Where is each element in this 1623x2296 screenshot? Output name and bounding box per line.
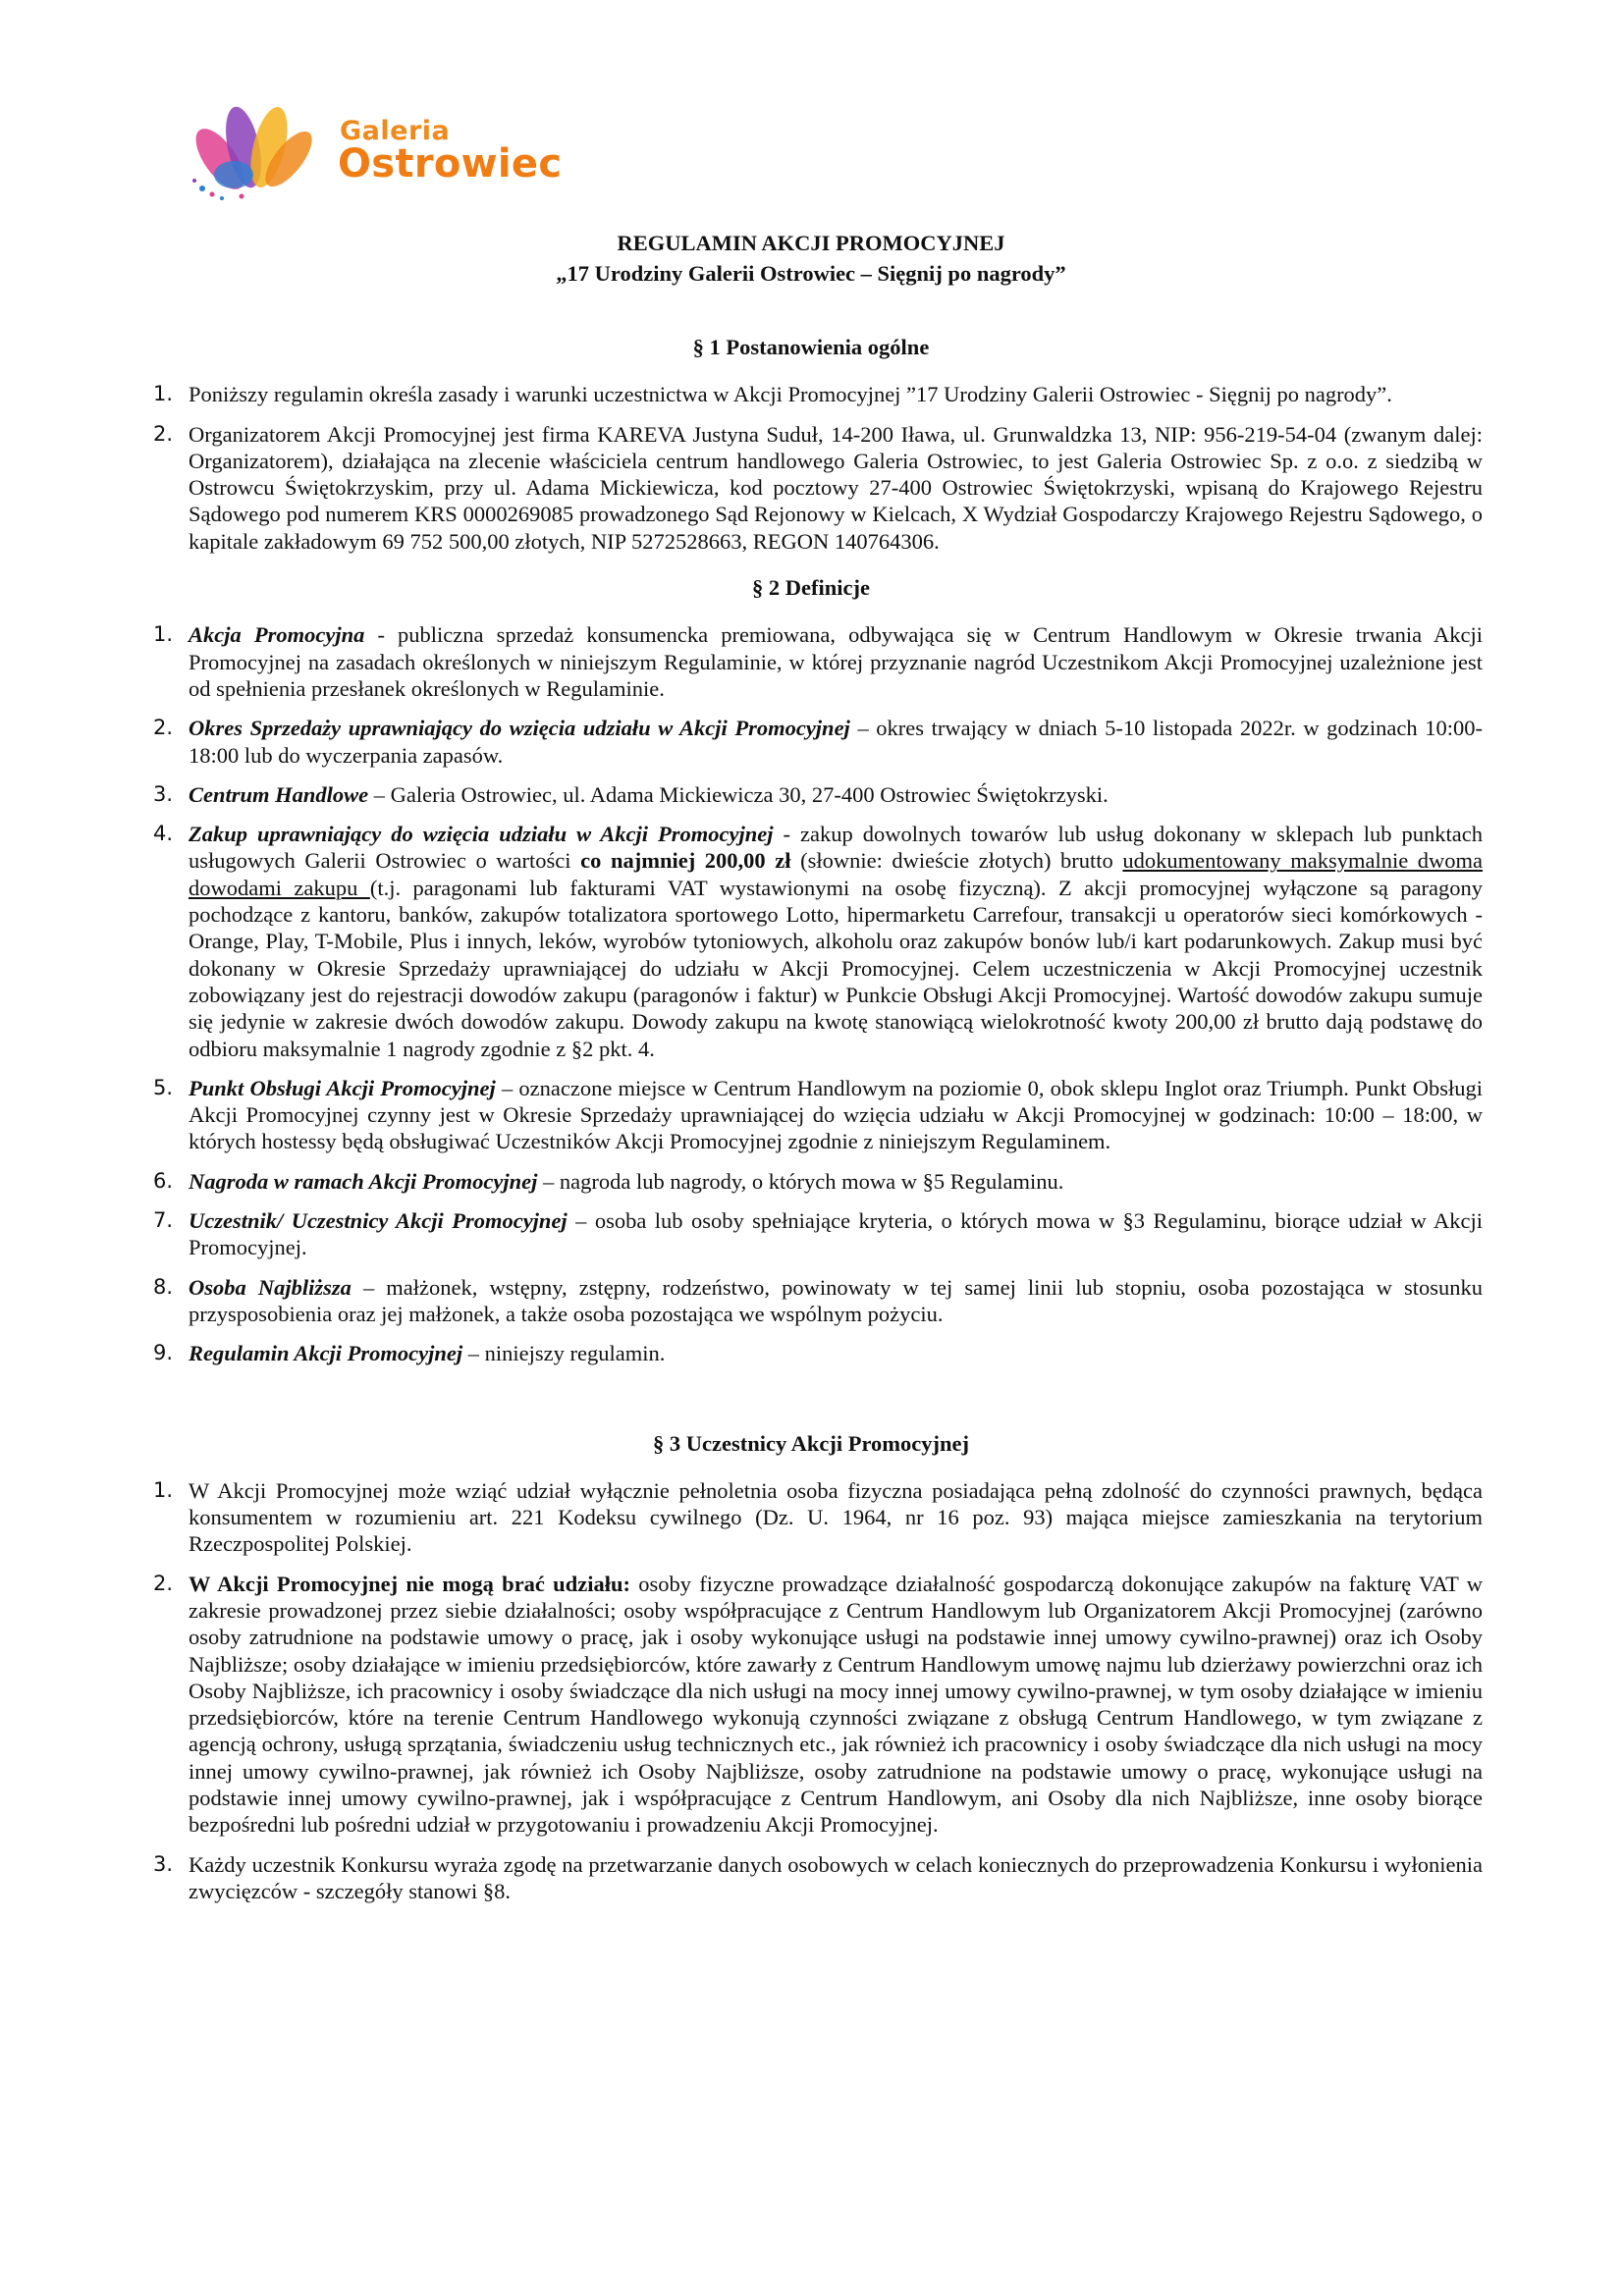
definition-term: Akcja Promocyjna — [189, 622, 365, 648]
definition-term: Zakup uprawniający do wzięcia udziału w Akcji Promocyjnej — [189, 822, 774, 847]
list-item-number: 3. — [153, 781, 174, 806]
list-item — [139, 1274, 1483, 1328]
list-item-number: 2. — [153, 421, 174, 446]
list-item-number: 2. — [153, 1571, 174, 1595]
list-item-number: 1. — [153, 382, 174, 406]
section-heading-3: § 3 Uczestnicy Akcji Promocyjnej — [653, 1430, 969, 1456]
definition-text: (słownie: dwieście złotych) brutto — [790, 848, 1123, 874]
document-subtitle: „17 Urodziny Galerii Ostrowiec – Sięgnij po nagrody” — [556, 261, 1066, 286]
galeria-ostrowiec-logo — [183, 98, 575, 206]
list-item — [139, 1168, 1483, 1195]
list-item-number: 8. — [153, 1274, 174, 1299]
list-item — [139, 1851, 1483, 1905]
definition-text: – Galeria Ostrowiec, ul. Adama Mickiewicza 30, 27-400 Ostrowiec Świętokrzyski. — [368, 781, 1109, 807]
definition-text: - zakup dowolnych towarów lub usług dokonany w sklepach lub punktach usługowych Galerii Ostrowiec o wartości — [189, 822, 1483, 874]
list-item — [139, 621, 1483, 702]
section-1-list — [139, 381, 1483, 555]
definition-text: (t.j. paragonami lub fakturami VAT wystawionymi na osobę fizyczną). Z akcji promocyjnej wyłączone są paragony pochodzące z kantoru, banków, zakupów totalizatora sportowego Lotto, hipermarketu Carrefour, transakcji u operatorów sieci komórkowych - Orange, Play, T-Mobile, Plus i innych, leków, wyrobów tytoniowych, alkoholu oraz zakupów bonów lub/i kart podarunkowych. Zakup musi być dokonany w Okresie Sprzedaży uprawniającej do udziału w Akcji Promocyjnej. Celem uczestniczenia w Akcji Promocyjnej uczestnik zobowiązany jest do rejestracji dowodów zakupu (paragonów i faktur) w Punkcie Obsługi Akcji Promocyjnej. Wartość dowodów zakupu sumuje się jedynie w zakresie dwóch dowodów zakupu. Dowody zakupu na kwotę stanowiącą wielokrotność kwoty 200,00 zł brutto dają podstawę do odbioru maksymalnie 1 nagrody zgodnie z §2 pkt. 4. — [189, 875, 1484, 1061]
definition-term: Uczestnik/ Uczestnicy Akcji Promocyjnej — [189, 1208, 568, 1234]
list-item-text: Każdy uczestnik Konkursu wyraża zgodę na przetwarzanie danych osobowych w celach koniecznych do przeprowadzenia Konkursu i wyłonienia zwycięzców - szczegóły stanowi §8. — [189, 1851, 1483, 1903]
definition-term: Osoba Najbliższa — [189, 1274, 352, 1300]
list-item — [139, 715, 1483, 769]
definition-text: – osoba lub osoby spełniające kryteria, o których mowa w §3 Regulaminu, biorące udział w Akcji Promocyjnej. — [189, 1208, 1483, 1260]
definition-term: Punkt Obsługi Akcji Promocyjnej — [189, 1075, 496, 1100]
document-title: REGULAMIN AKCJI PROMOCYJNEJ — [617, 231, 1005, 255]
exclusion-lead: W Akcji Promocyjnej nie mogą brać udziału: — [189, 1571, 630, 1596]
list-item-text: W Akcji Promocyjnej może wziąć udział wyłącznie pełnoletnia osoba fizyczna posiadająca pełną zdolność do czynności prawnych, będąca konsumentem w rozumieniu art. 221 Kodeksu cywilnego (Dz. U. 1964, nr 16 poz. 93) mająca miejsce zamieszkania na terytorium Rzeczpospolitej Polskiej. — [189, 1477, 1483, 1557]
list-item — [139, 1340, 1483, 1366]
definition-text: – nagroda lub nagrody, o których mowa w §5 Regulaminu. — [537, 1168, 1064, 1194]
list-item — [139, 1207, 1483, 1261]
list-item-number: 3. — [153, 1851, 174, 1876]
list-item-number: 6. — [153, 1168, 174, 1193]
definition-text: – małżonek, wstępny, zstępny, rodzeństwo, powinowaty w tej samej linii lub stopniu, osoba pozostająca w stosunku przysposobienia oraz jej małżonek, a także osoba pozostająca we wspólnym pożyciu. — [189, 1274, 1484, 1326]
list-item — [139, 1477, 1483, 1558]
underlined-text: udokumentowany maksymalnie dwoma dowodami zakupu — [189, 848, 1484, 900]
section-heading-2: § 2 Definicje — [752, 575, 870, 601]
definition-term: Okres Sprzedaży uprawniający do wzięcia udziału w Akcji Promocyjnej — [189, 716, 850, 741]
list-item — [139, 1075, 1483, 1155]
list-item — [139, 421, 1483, 555]
list-item — [139, 381, 1483, 407]
list-item-number: 2. — [153, 716, 174, 740]
definition-term: Centrum Handlowe — [189, 781, 369, 807]
list-item-number: 4. — [153, 822, 174, 846]
list-item-number: 5. — [153, 1075, 174, 1099]
section-2-list — [139, 621, 1483, 1366]
definition-term: Nagroda w ramach Akcji Promocyjnej — [189, 1168, 538, 1194]
logo-text-galeria: Galeria — [340, 116, 451, 146]
section-heading-1: § 1 Postanowienia ogólne — [692, 335, 930, 359]
list-item — [139, 821, 1483, 1062]
list-item-text: Organizatorem Akcji Promocyjnej jest firma KAREVA Justyna Suduł, 14-200 Iława, ul. Grunwaldzka 13, NIP: 956-219-54-04 (zwanym dalej: Organizatorem), działająca na zlecenie właściciela centrum handlowego Galeria Ostrowiec, to jest Galeria Ostrowiec Sp. z o.o. z siedzibą w Ostrowcu Świętokrzyskim, przy ul. Adama Mickiewicza, kod pocztowy 27-400 Ostrowiec Świętokrzyski, wpisaną do Krajowego Rejestru Sądowego pod numerem KRS 0000269085 prowadzonego Sąd Rejonowy w Kielcach, X Wydział Gospodarczy Krajowego Rejestru Sądowego, o kapitale zakładowym 69 752 500,00 złotych, NIP 5272528663, REGON 140764306. — [189, 421, 1483, 554]
flower-petals-logo-icon — [183, 98, 340, 206]
list-item-number: 1. — [153, 1477, 174, 1502]
minimum-amount: co najmniej 200,00 zł — [580, 848, 791, 874]
definition-text: – niniejszy regulamin. — [462, 1341, 666, 1366]
definition-text: – oznaczone miejsce w Centrum Handlowym na poziomie 0, obok sklepu Inglot oraz Triumph. Punkt Obsługi Akcji Promocyjnej czynny jest w Okresie Sprzedaży uprawniającej do wzięcia udziału w Akcji Promocyjnej w godzinach: 10:00 – 18:00, w których hostessy będą obsługiwać Uczestników Akcji Promocyjnej zgodnie z niniejszym Regulaminem. — [189, 1075, 1483, 1154]
list-item-number: 7. — [153, 1208, 174, 1233]
list-item — [139, 1571, 1483, 1839]
definition-text: – okres trwający w dniach 5-10 listopada 2022r. w godzinach 10:00-18:00 lub do wyczerpania zapasów. — [189, 716, 1483, 768]
document-body — [139, 226, 1483, 1917]
definition-term: Regulamin Akcji Promocyjnej — [189, 1341, 463, 1366]
list-item-number: 1. — [153, 622, 174, 647]
section-3-list — [139, 1477, 1483, 1904]
list-item — [139, 781, 1483, 808]
list-item-text: Poniższy regulamin określa zasady i warunki uczestnictwa w Akcji Promocyjnej ”17 Urodziny Galerii Ostrowiec - Sięgnij po nagrody”. — [189, 382, 1392, 407]
list-item-number: 9. — [153, 1341, 174, 1365]
definition-text: - publiczna sprzedaż konsumencka premiowana, odbywająca się w Centrum Handlowym w Okresie trwania Akcji Promocyjnej na zasadach określonych w niniejszym Regulaminie, w której przyznanie nagród Uczestnikom Akcji Promocyjnej uzależnione jest od spełnienia przesłanek określonych w Regulaminie. — [189, 622, 1484, 701]
list-item-text: osoby fizyczne prowadzące działalność gospodarczą dokonujące zakupów na fakturę VAT w zakresie prowadzonej przez siebie działalności; osoby współpracujące z Centrum Handlowym lub Organizatorem Akcji Promocyjnej (zarówno osoby zatrudnione na podstawie umowy o pracę, jak i osoby wykonujące usługi na podstawie innej umowy cywilno-prawnej) oraz ich Osoby Najbliższe; osoby działające w imieniu przedsiębiorców, które zawarły z Centrum Handlowym umowę najmu lub dzierżawy powierzchni oraz ich Osoby Najbliższe, ich pracownicy i osoby świadczące dla nich usługi na mocy innej umowy cywilno-prawnej, w tym osoby działające w imieniu przedsiębiorców, które na terenie Centrum Handlowego wykonują czynności związane z obsługą Centrum Handlowego, w tym związane z agencją ochrony, usługą sprzątania, świadczeniu usług technicznych etc., jak również ich pracownicy i osoby świadczące dla nich usługi na mocy innej umowy cywilno-prawnej, jak również ich Osoby Najbliższe, osoby zatrudnione na podstawie umowy o pracę, wykonujące usługi na podstawie innej umowy cywilno-prawnej, jak i współpracujące z Centrum Handlowym, ani Osoby dla nich Najbliższe, inne osoby biorące bezpośredni lub pośredni udział w przygotowaniu i prowadzeniu Akcji Promocyjnej. — [189, 1571, 1483, 1838]
logo-text-ostrowiec: Ostrowiec — [338, 141, 563, 187]
